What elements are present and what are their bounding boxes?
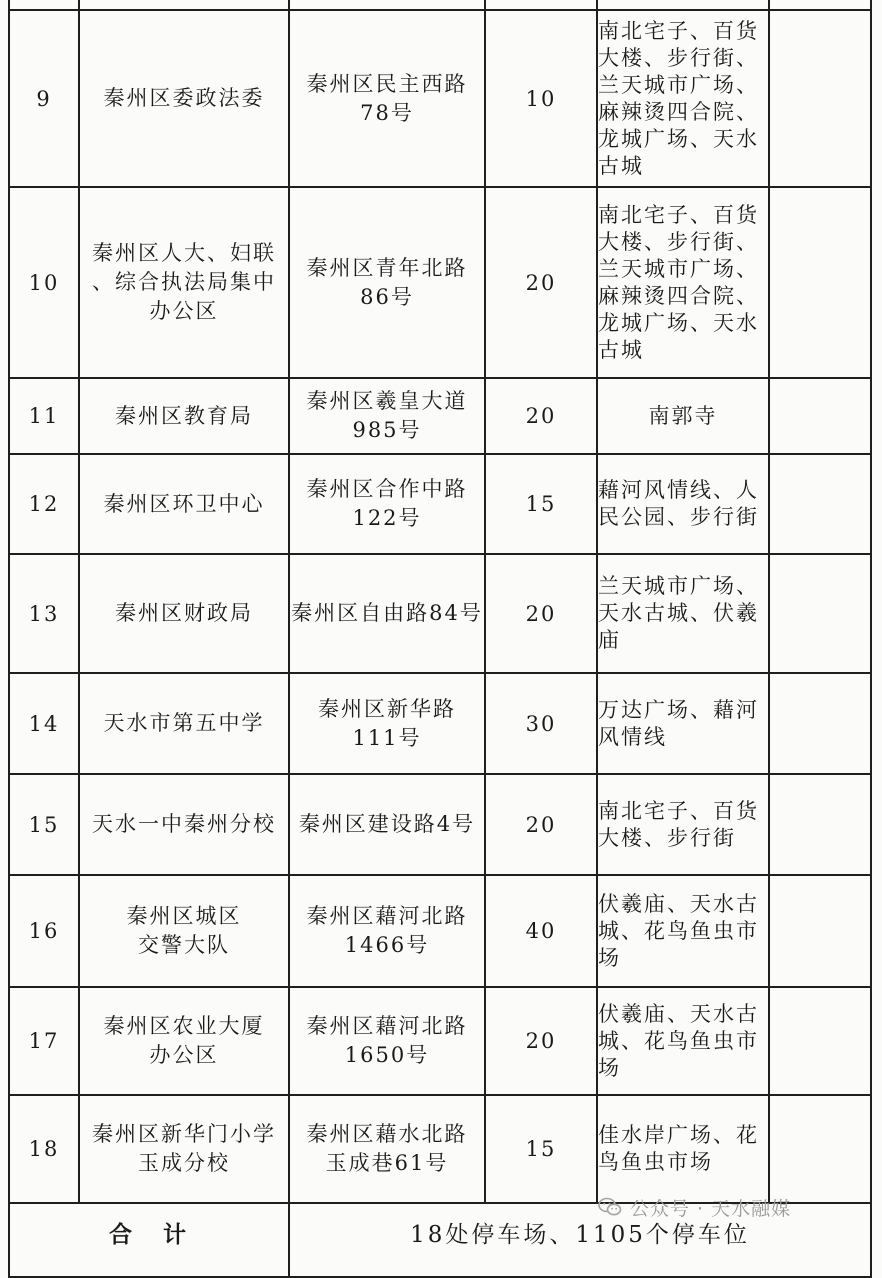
cell-line: 秦州区新华路 [318,696,456,721]
cell-line: 古城 [598,337,644,362]
row-index: 15 [9,774,79,875]
unit-name [79,554,289,673]
cell-line: 天水古城、伏羲 [598,601,759,625]
row-index: 9 [9,10,79,187]
remarks [769,987,871,1095]
unit-name [79,774,289,875]
cell-line: 78号 [360,100,414,125]
table-row [9,378,871,454]
nearby-attractions [597,875,769,987]
cell-line: 办公区 [149,299,219,323]
remarks [769,187,871,378]
cell-line: 鸟鱼虫市场 [598,1150,713,1174]
remarks [769,454,871,554]
table-row [9,987,871,1095]
cell-line: 天水市第五中学 [103,711,265,735]
cell-line: 风情线 [598,724,667,749]
address [289,454,485,554]
table-body [9,0,871,1203]
address [289,875,485,987]
parking-spaces: 15 [485,1095,597,1203]
cell-line: 玉成巷61号 [325,1151,449,1175]
unit-name [79,987,289,1095]
row-index: 13 [9,554,79,673]
total-label [9,1203,289,1277]
cell-line: 南郭寺 [648,403,718,428]
cell-line: 秦州区环卫中心 [103,491,265,516]
cell-line: 麻辣烫四合院、 [598,99,759,124]
row-index: 14 [9,673,79,774]
cell-line: 秦州区藉河北路 [306,1014,468,1038]
address [289,554,485,673]
unit-name [79,875,289,987]
cell-line: 秦州区藉河北路 [306,904,468,928]
unit-name [79,673,289,774]
remarks [769,875,871,987]
cell-line: 985号 [352,418,422,442]
unit-name [79,1095,289,1203]
table-row [9,673,871,774]
unit-name [79,187,289,378]
cell-line: 1650号 [344,1043,430,1067]
parking-spaces: 15 [485,454,597,554]
table-row [9,875,871,987]
cell-line: 万达广场、藉河 [598,697,759,722]
cell-line: 122号 [352,506,422,530]
cell-line: 大楼、步行街、 [598,45,759,70]
row-index: 17 [9,987,79,1095]
cell-line: 南北宅子、百货 [598,202,759,227]
total-row [9,1203,871,1277]
cell-line: 秦州区人大、妇联 [92,241,276,265]
cell-line: 玉成分校 [138,1151,230,1175]
row-index [9,0,79,10]
cell-line: 伏羲庙、天水古 [598,891,759,916]
cell-line: 兰天城市广场、 [598,574,759,598]
remarks [769,673,871,774]
table-row [9,0,871,10]
cell-line: 天水一中秦州分校 [92,812,276,836]
cell-line: 城、花鸟鱼虫市 [598,1028,759,1053]
unit-name [79,0,289,10]
cell-line: 111号 [352,725,422,750]
cell-line: 兰天城市广场、 [598,72,759,97]
watermark-text: 公众号 · 天水融媒 [630,1197,792,1220]
parking-spaces: 20 [485,378,597,454]
cell-line: 佳水岸广场、花 [598,1123,759,1147]
cell-line: 1466号 [344,933,430,957]
cell-line: 南北宅子、百货 [598,18,759,43]
parking-spaces: 40 [485,875,597,987]
row-index: 10 [9,187,79,378]
parking-spaces: 30 [485,673,597,774]
table-row [9,1095,871,1203]
cell-line: 秦州区民主西路 [306,71,468,96]
cell-line: 大楼、步行街 [598,825,736,850]
row-index: 18 [9,1095,79,1203]
table-row [9,454,871,554]
cell-line: 办公区 [149,1043,219,1067]
cell-line: 龙城广场、天水 [598,126,759,151]
parking-spaces: 20 [485,187,597,378]
cell-line: 场 [598,945,621,970]
address [289,774,485,875]
parking-spaces [485,0,597,10]
cell-line: 秦州区藉水北路 [306,1122,468,1146]
cell-line: 秦州区建设路4号 [298,812,476,836]
parking-spaces: 20 [485,987,597,1095]
nearby-attractions [597,0,769,10]
cell-line: 藉河风情线、人 [598,478,759,502]
cell-line: 交警大队 [138,933,230,957]
remarks [769,774,871,875]
nearby-attractions [597,10,769,187]
table-row [9,10,871,187]
cell-line: 兰天城市广场、 [598,256,759,281]
table-row [9,554,871,673]
cell-line: 龙城广场、天水 [598,310,759,335]
cell-line: 秦州区农业大厦 [103,1014,265,1038]
nearby-attractions [597,454,769,554]
cell-line: 场 [598,1055,621,1080]
table-row [9,774,871,875]
nearby-attractions [597,774,769,875]
remarks [769,378,871,454]
address [289,10,485,187]
address [289,673,485,774]
cell-line: 秦州区财政局 [115,601,253,625]
cell-line: 大楼、步行街、 [598,229,759,254]
total-label-char: 合 [109,1221,135,1248]
address [289,987,485,1095]
cell-line: 、综合执法局集中 [92,270,276,294]
nearby-attractions [597,673,769,774]
cell-line: 伏羲庙、天水古 [598,1001,759,1026]
remarks [769,10,871,187]
cell-line: 秦州区自由路84号 [291,601,483,625]
total-value: 18处停车场、1105个停车位 [289,1203,871,1277]
table-row [9,187,871,378]
cell-line: 庙 [598,628,621,652]
nearby-attractions [597,187,769,378]
total-label-char: 计 [163,1221,189,1248]
unit-name [79,378,289,454]
parking-spaces: 20 [485,774,597,875]
cell-line: 民公园、步行街 [598,505,759,529]
cell-line: 麻辣烫四合院、 [598,283,759,308]
cell-line: 秦州区羲皇大道 [306,389,468,413]
cell-line: 秦州区城区 [126,904,242,928]
row-index: 11 [9,378,79,454]
nearby-attractions [597,1095,769,1203]
address [289,1095,485,1203]
cell-line: 秦州区教育局 [115,403,253,428]
cell-line: 86号 [360,284,414,309]
cell-line: 秦州区委政法委 [103,86,265,110]
parking-lot-table [8,0,872,1278]
cell-line: 秦州区青年北路 [306,255,468,280]
remarks [769,1095,871,1203]
nearby-attractions [597,987,769,1095]
address [289,378,485,454]
row-index: 16 [9,875,79,987]
address [289,0,485,10]
address [289,187,485,378]
parking-spaces: 20 [485,554,597,673]
cell-line: 秦州区新华门小学 [92,1122,276,1146]
unit-name [79,454,289,554]
parking-spaces: 10 [485,10,597,187]
nearby-attractions [597,378,769,454]
cell-line: 南北宅子、百货 [598,798,759,823]
cell-line: 古城 [598,153,644,178]
cell-line: 秦州区合作中路 [306,477,468,501]
cell-line: 城、花鸟鱼虫市 [598,918,759,943]
unit-name [79,10,289,187]
remarks [769,554,871,673]
nearby-attractions [597,554,769,673]
remarks [769,0,871,10]
row-index: 12 [9,454,79,554]
